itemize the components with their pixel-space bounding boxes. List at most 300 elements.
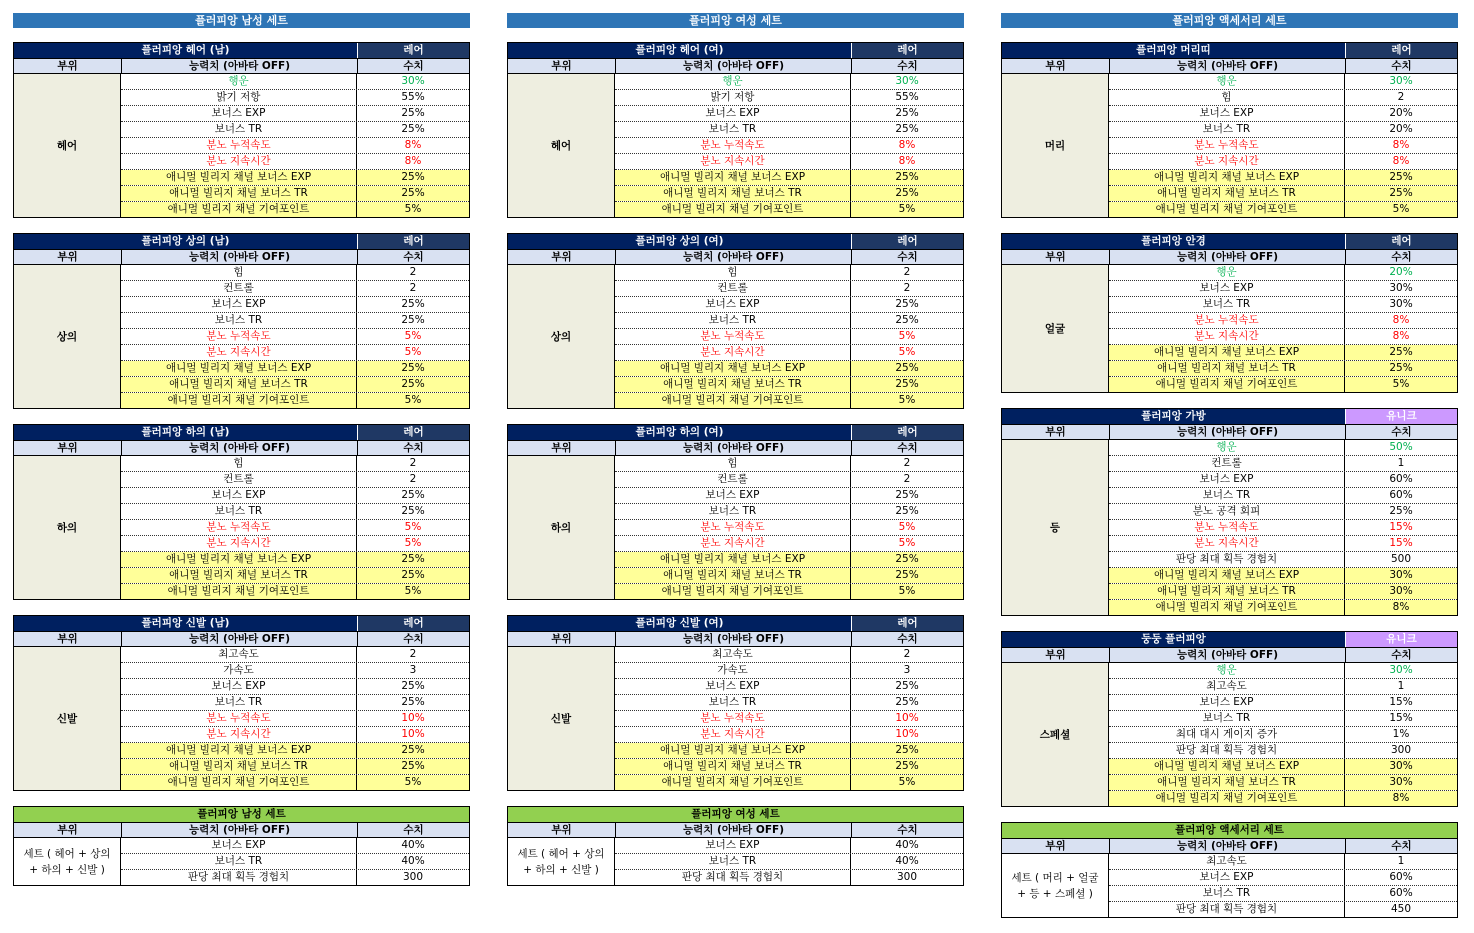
stat-value: 10%	[895, 728, 919, 740]
table-row	[615, 280, 963, 296]
part-label: 얼굴	[1002, 265, 1109, 392]
stat-value: 40%	[401, 839, 425, 851]
table-title: 플러피앙 헤어 (여)	[508, 43, 852, 58]
table-row	[121, 551, 469, 567]
table-row	[615, 456, 963, 471]
table-title: 플러피앙 하의 (여)	[508, 425, 852, 440]
stat-value: 55%	[401, 91, 425, 103]
part-label: 신발	[508, 647, 615, 790]
header-stat: 능력치 (아바타 OFF)	[616, 631, 852, 646]
header-stat: 능력치 (아바타 OFF)	[122, 249, 358, 264]
table-row	[615, 312, 963, 328]
stat-value: 300	[896, 871, 918, 883]
table-title: 플러피앙 머리띠	[1002, 43, 1346, 58]
table-row	[121, 169, 469, 185]
table-title: 플러피앙 상의 (여)	[508, 234, 852, 249]
table-row	[615, 344, 963, 360]
table-row	[615, 169, 963, 185]
stat-name: 보너스 EXP	[615, 297, 851, 312]
stat-value: 40%	[401, 855, 425, 867]
stat-value: 3	[903, 664, 911, 676]
stat-value: 500	[1390, 553, 1412, 565]
header-part: 부위	[14, 822, 122, 837]
table-row	[1109, 169, 1457, 185]
table-header-row	[1002, 58, 1457, 73]
stat-value: 25%	[357, 377, 469, 392]
header-value: 수치	[852, 822, 963, 837]
stat-name: 애니멀 빌리지 채널 보너스 EXP	[1109, 568, 1345, 583]
stat-name: 분노 지속시간	[615, 345, 851, 360]
header-value: 수치	[852, 440, 963, 455]
table-row	[615, 153, 963, 169]
stat-value: 25%	[1345, 186, 1457, 201]
header-value: 수치	[852, 249, 963, 264]
table-title: 플러피앙 액세서리 세트	[1002, 823, 1457, 838]
table-body	[1002, 662, 1457, 806]
stat-name: 행운	[1109, 440, 1345, 455]
stat-name: 보너스 TR	[121, 122, 357, 137]
stat-value: 5%	[357, 775, 469, 790]
stat-name: 애니멀 빌리지 채널 기여포인트	[615, 202, 851, 217]
stat-name: 분노 지속시간	[1109, 154, 1345, 169]
table-header-row	[1002, 838, 1457, 853]
table-row	[615, 710, 963, 726]
header-part: 부위	[1002, 58, 1110, 73]
stat-value: 8%	[1345, 791, 1457, 806]
table-row	[121, 265, 469, 280]
stat-value: 5%	[898, 521, 916, 533]
stat-table	[507, 806, 964, 886]
header-value: 수치	[358, 440, 469, 455]
part-label: 하의	[14, 456, 121, 599]
table-header-row	[1002, 249, 1457, 264]
stat-list	[121, 838, 469, 885]
table-row	[615, 838, 963, 853]
stat-name: 보너스 EXP	[121, 106, 357, 121]
stat-table	[1001, 408, 1458, 616]
header-stat: 능력치 (아바타 OFF)	[616, 822, 852, 837]
part-label: 신발	[14, 647, 121, 790]
stat-value: 60%	[1389, 489, 1413, 501]
table-body	[14, 646, 469, 790]
table-row	[1109, 742, 1457, 758]
header-value: 수치	[358, 58, 469, 73]
stat-name: 분노 누적속도	[121, 520, 357, 535]
stat-value: 60%	[1389, 871, 1413, 883]
stat-name: 애니멀 빌리지 채널 보너스 TR	[121, 759, 357, 774]
stat-value: 5%	[898, 537, 916, 549]
stat-list	[615, 265, 963, 408]
stat-name: 애니멀 빌리지 채널 보너스 TR	[1109, 186, 1345, 201]
stat-value: 25%	[851, 552, 963, 567]
table-row	[615, 662, 963, 678]
table-row	[121, 105, 469, 121]
stat-value: 30%	[1389, 75, 1413, 87]
table-row	[121, 328, 469, 344]
stat-name: 보너스 EXP	[121, 297, 357, 312]
stat-name: 분노 누적속도	[615, 711, 851, 726]
table-row	[121, 678, 469, 694]
stat-name: 분노 누적속도	[615, 329, 851, 344]
table-row	[121, 471, 469, 487]
table-row	[121, 456, 469, 471]
table-row	[615, 519, 963, 535]
stat-value: 30%	[1345, 584, 1457, 599]
stat-table	[13, 424, 470, 600]
stat-value: 2	[409, 648, 417, 660]
table-body	[508, 837, 963, 885]
stat-value: 20%	[1389, 123, 1413, 135]
table-title: 플러피앙 신발 (여)	[508, 616, 852, 631]
table-body	[508, 264, 963, 408]
stat-table	[1001, 233, 1458, 393]
stat-value: 8%	[404, 155, 422, 167]
table-row	[615, 471, 963, 487]
stat-name: 보너스 EXP	[1109, 870, 1345, 885]
table-row	[615, 89, 963, 105]
stat-name: 보너스 EXP	[1109, 106, 1345, 121]
stat-value: 5%	[357, 202, 469, 217]
header-stat: 능력치 (아바타 OFF)	[122, 631, 358, 646]
stat-value: 1	[1397, 680, 1405, 692]
column-1	[507, 13, 964, 901]
table-row	[615, 105, 963, 121]
stat-table	[13, 615, 470, 791]
table-title: 플러피앙 하의 (남)	[14, 425, 358, 440]
stat-name: 보너스 TR	[121, 695, 357, 710]
stat-value: 10%	[401, 728, 425, 740]
header-part: 부위	[14, 631, 122, 646]
stat-list	[615, 838, 963, 885]
table-body	[14, 264, 469, 408]
table-row	[615, 328, 963, 344]
stat-name: 가속도	[121, 663, 357, 678]
grade-badge: 레어	[852, 234, 963, 249]
stat-value: 25%	[401, 107, 425, 119]
stat-name: 애니멀 빌리지 채널 보너스 TR	[615, 186, 851, 201]
stat-list	[1109, 854, 1457, 917]
table-row	[615, 583, 963, 599]
stat-name: 보너스 TR	[615, 695, 851, 710]
stat-name: 애니멀 빌리지 채널 보너스 TR	[1109, 361, 1345, 376]
stat-name: 보너스 TR	[615, 854, 851, 869]
table-row	[1109, 344, 1457, 360]
stat-value: 30%	[1389, 298, 1413, 310]
header-part: 부위	[508, 440, 616, 455]
stat-name: 행운	[1109, 265, 1345, 280]
stat-value: 25%	[401, 123, 425, 135]
stat-name: 보너스 EXP	[615, 838, 851, 853]
header-stat: 능력치 (아바타 OFF)	[616, 440, 852, 455]
stat-name: 애니멀 빌리지 채널 보너스 TR	[615, 759, 851, 774]
table-row	[1109, 758, 1457, 774]
stat-name: 분노 지속시간	[121, 154, 357, 169]
stat-name: 애니멀 빌리지 채널 기여포인트	[615, 584, 851, 599]
stat-name: 보너스 EXP	[615, 106, 851, 121]
stat-value: 25%	[357, 759, 469, 774]
header-value: 수치	[852, 631, 963, 646]
table-row	[615, 296, 963, 312]
grade-badge: 레어	[358, 43, 469, 58]
table-row	[121, 487, 469, 503]
header-stat: 능력치 (아바타 OFF)	[616, 58, 852, 73]
stat-name: 애니멀 빌리지 채널 보너스 EXP	[121, 170, 357, 185]
table-row	[1109, 901, 1457, 917]
stat-name: 힘	[1109, 90, 1345, 105]
stat-list	[1109, 663, 1457, 806]
table-row	[121, 89, 469, 105]
stat-table	[13, 806, 470, 886]
stat-value: 60%	[1389, 473, 1413, 485]
table-row	[121, 344, 469, 360]
header-part: 부위	[14, 249, 122, 264]
stat-list	[121, 647, 469, 790]
table-row	[615, 503, 963, 519]
stat-value: 8%	[1345, 600, 1457, 615]
stat-value: 25%	[1389, 505, 1413, 517]
stat-value: 30%	[1389, 282, 1413, 294]
table-row	[1109, 663, 1457, 678]
header-part: 부위	[14, 58, 122, 73]
stat-value: 10%	[895, 712, 919, 724]
header-part: 부위	[1002, 838, 1110, 853]
stat-name: 최대 대시 게이지 증가	[1109, 727, 1345, 742]
header-value: 수치	[1346, 838, 1457, 853]
table-title-row	[1002, 43, 1457, 58]
stat-name: 행운	[121, 74, 357, 89]
stat-name: 힘	[121, 456, 357, 471]
stat-value: 5%	[851, 584, 963, 599]
stat-value: 2	[903, 648, 911, 660]
table-title-row	[508, 425, 963, 440]
stat-name: 분노 지속시간	[615, 727, 851, 742]
table-row	[121, 201, 469, 217]
stat-name: 분노 지속시간	[1109, 536, 1345, 551]
stat-value: 5%	[851, 202, 963, 217]
stat-name: 보너스 TR	[1109, 488, 1345, 503]
table-header-row	[508, 822, 963, 837]
stat-value: 15%	[1389, 696, 1413, 708]
stat-name: 분노 지속시간	[121, 536, 357, 551]
table-row	[1109, 105, 1457, 121]
part-label: 하의	[508, 456, 615, 599]
stat-name: 보너스 TR	[121, 854, 357, 869]
stat-list	[615, 647, 963, 790]
table-row	[121, 392, 469, 408]
table-row	[1109, 89, 1457, 105]
table-row	[121, 312, 469, 328]
table-row	[1109, 885, 1457, 901]
table-row	[121, 694, 469, 710]
table-row	[121, 137, 469, 153]
header-part: 부위	[1002, 647, 1110, 662]
stat-name: 분노 누적속도	[121, 329, 357, 344]
stat-value: 2	[409, 282, 417, 294]
stat-value: 40%	[895, 855, 919, 867]
table-title: 플러피앙 여성 세트	[508, 807, 963, 822]
table-row	[1109, 328, 1457, 344]
table-header-row	[508, 58, 963, 73]
stat-value: 8%	[1392, 139, 1410, 151]
table-row	[615, 678, 963, 694]
table-row	[121, 774, 469, 790]
stat-value: 25%	[851, 186, 963, 201]
stat-value: 30%	[895, 75, 919, 87]
stat-value: 5%	[404, 346, 422, 358]
stat-value: 25%	[1345, 361, 1457, 376]
stat-list	[1109, 265, 1457, 392]
table-row	[615, 74, 963, 89]
stat-name: 보너스 TR	[615, 504, 851, 519]
column-0	[13, 13, 470, 901]
stat-list	[121, 265, 469, 408]
stat-value: 25%	[1345, 345, 1457, 360]
table-row	[615, 185, 963, 201]
header-part: 부위	[1002, 249, 1110, 264]
table-row	[615, 694, 963, 710]
stat-name: 컨트롤	[1109, 456, 1345, 471]
table-row	[615, 360, 963, 376]
table-row	[1109, 153, 1457, 169]
table-row	[1109, 137, 1457, 153]
table-row	[1109, 519, 1457, 535]
stat-name: 보너스 TR	[121, 313, 357, 328]
table-row	[121, 535, 469, 551]
table-body	[508, 73, 963, 217]
column-header: 플러피앙 여성 세트	[507, 13, 964, 28]
table-row	[121, 74, 469, 89]
table-row	[1109, 121, 1457, 137]
stat-value: 50%	[1389, 441, 1413, 453]
stat-value: 1	[1397, 855, 1405, 867]
table-row	[121, 647, 469, 662]
table-title: 플러피앙 신발 (남)	[14, 616, 358, 631]
part-label: 헤어	[508, 74, 615, 217]
stat-name: 컨트롤	[615, 472, 851, 487]
table-row	[615, 742, 963, 758]
table-row	[1109, 790, 1457, 806]
grade-badge: 레어	[1346, 43, 1457, 58]
stat-value: 2	[409, 457, 417, 469]
stat-list	[1109, 74, 1457, 217]
table-row	[1109, 312, 1457, 328]
stat-name: 최고속도	[1109, 679, 1345, 694]
stat-name: 애니멀 빌리지 채널 보너스 EXP	[615, 361, 851, 376]
table-header-row	[1002, 424, 1457, 439]
table-row	[615, 726, 963, 742]
table-title-row	[14, 43, 469, 58]
stat-name: 보너스 EXP	[121, 679, 357, 694]
table-title-row	[1002, 409, 1457, 424]
stat-value: 2	[409, 473, 417, 485]
table-row	[1109, 854, 1457, 869]
table-row	[615, 201, 963, 217]
stat-name: 분노 누적속도	[615, 138, 851, 153]
stat-value: 3	[409, 664, 417, 676]
table-body	[14, 837, 469, 885]
column-2	[1001, 13, 1458, 933]
part-label: 등	[1002, 440, 1109, 615]
table-title-row	[14, 234, 469, 249]
table-body	[1002, 439, 1457, 615]
stat-value: 25%	[1345, 170, 1457, 185]
stat-name: 애니멀 빌리지 채널 기여포인트	[1109, 600, 1345, 615]
stat-value: 20%	[1389, 266, 1413, 278]
stat-name: 애니멀 빌리지 채널 기여포인트	[1109, 202, 1345, 217]
stat-value: 25%	[401, 489, 425, 501]
stat-name: 힘	[615, 456, 851, 471]
stat-name: 행운	[1109, 663, 1345, 678]
table-row	[121, 583, 469, 599]
table-header-row	[14, 58, 469, 73]
stat-name: 보너스 EXP	[1109, 281, 1345, 296]
table-row	[1109, 869, 1457, 885]
grade-badge: 유니크	[1346, 409, 1457, 424]
header-part: 부위	[14, 440, 122, 455]
stat-name: 분노 누적속도	[1109, 313, 1345, 328]
table-body	[508, 455, 963, 599]
table-row	[1109, 599, 1457, 615]
header-stat: 능력치 (아바타 OFF)	[122, 440, 358, 455]
stat-name: 애니멀 빌리지 채널 기여포인트	[1109, 377, 1345, 392]
stat-table	[13, 42, 470, 218]
stat-name: 분노 지속시간	[121, 727, 357, 742]
table-title: 둥둥 플러피앙	[1002, 632, 1346, 647]
table-title-row	[508, 807, 963, 822]
stat-name: 애니멀 빌리지 채널 기여포인트	[1109, 791, 1345, 806]
stat-name: 컨트롤	[615, 281, 851, 296]
stat-value: 1%	[1392, 728, 1410, 740]
header-value: 수치	[1346, 647, 1457, 662]
grade-badge: 레어	[1346, 234, 1457, 249]
stat-name: 밝기 저항	[615, 90, 851, 105]
stat-value: 25%	[851, 759, 963, 774]
table-body	[14, 455, 469, 599]
stat-value: 5%	[404, 521, 422, 533]
stat-name: 애니멀 빌리지 채널 보너스 EXP	[121, 743, 357, 758]
stat-table	[507, 42, 964, 218]
header-stat: 능력치 (아바타 OFF)	[616, 249, 852, 264]
table-row	[121, 838, 469, 853]
table-row	[1109, 694, 1457, 710]
table-title: 플러피앙 남성 세트	[14, 807, 469, 822]
stat-name: 힘	[121, 265, 357, 280]
table-row	[1109, 567, 1457, 583]
header-stat: 능력치 (아바타 OFF)	[1110, 838, 1346, 853]
stat-value: 15%	[1389, 537, 1413, 549]
table-row	[1109, 455, 1457, 471]
table-title-row	[1002, 632, 1457, 647]
stat-list	[615, 456, 963, 599]
table-title-row	[1002, 234, 1457, 249]
table-title: 플러피앙 상의 (남)	[14, 234, 358, 249]
stat-name: 판당 최대 획득 경험치	[1109, 902, 1345, 917]
header-stat: 능력치 (아바타 OFF)	[1110, 424, 1346, 439]
table-row	[1109, 185, 1457, 201]
stat-name: 애니멀 빌리지 채널 보너스 EXP	[121, 552, 357, 567]
table-row	[615, 487, 963, 503]
table-header-row	[508, 631, 963, 646]
stat-name: 애니멀 빌리지 채널 보너스 TR	[121, 186, 357, 201]
column-header: 플러피앙 남성 세트	[13, 13, 470, 28]
stat-value: 25%	[851, 568, 963, 583]
stat-value: 5%	[851, 393, 963, 408]
table-row	[121, 726, 469, 742]
table-title-row	[508, 616, 963, 631]
stat-value: 25%	[895, 107, 919, 119]
stat-name: 애니멀 빌리지 채널 보너스 TR	[615, 377, 851, 392]
stat-value: 8%	[404, 139, 422, 151]
